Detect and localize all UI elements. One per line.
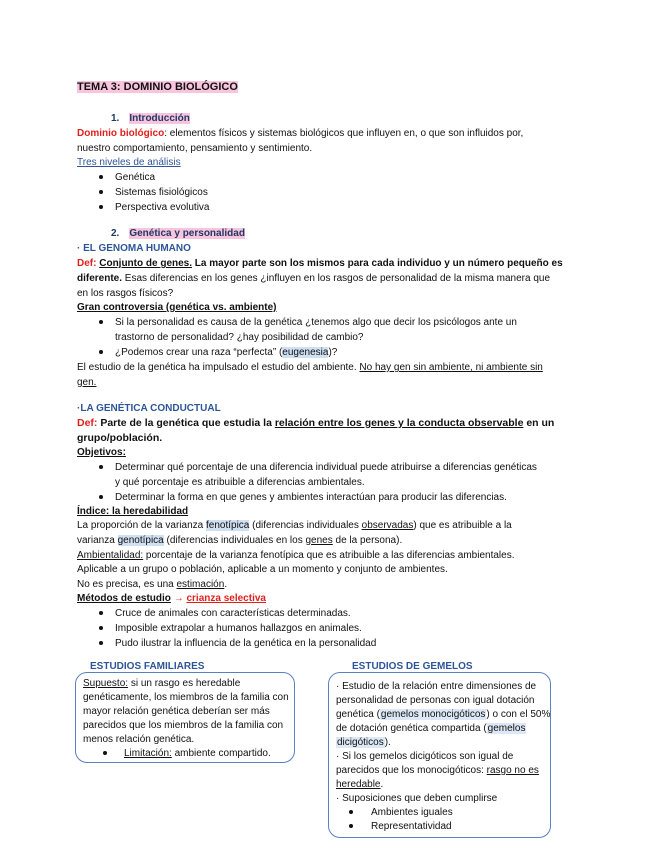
- s1-definition-line-1: Dominio biológico: elementos físicos y sistemas biológicos que influyen en, o que son influidos por,: [77, 128, 524, 139]
- bullet: [99, 190, 103, 194]
- bullet: [99, 205, 103, 209]
- objetivos-title: Objetivos:: [77, 447, 126, 458]
- arrow-right-icon: →: [173, 593, 184, 604]
- familiares-line-3: mayor relación genética deberían ser más: [83, 706, 270, 717]
- familiares-limitation: Limitación: ambiente compartido.: [124, 748, 271, 759]
- level-item: Genética: [115, 172, 156, 183]
- controversy-title: Gran controversia (genética vs. ambiente): [77, 302, 277, 313]
- level-item: Sistemas fisiológicos: [115, 187, 208, 198]
- conductual-title: ·LA GENÉTICA CONDUCTUAL: [77, 403, 221, 414]
- gemelos-line-5: dicigóticos).: [337, 737, 391, 748]
- conductual-def-line-1: Def: Parte de la genética que estudia la relación entre los genes y la conducta observable en un: [77, 417, 555, 429]
- familiares-line-1: Supuesto: si un rasgo es heredable: [83, 678, 241, 689]
- study-line-2: gen.: [77, 377, 97, 388]
- gemelos-line-8: heredable.: [336, 779, 384, 790]
- gemelos-line-6: · Si los gemelos dicigóticos son igual de: [336, 751, 514, 762]
- question-1-line-2: trastorno de personalidad? ¿hay posibilidad de cambio?: [115, 332, 364, 343]
- gemelos-assumption: Ambientes iguales: [371, 807, 453, 818]
- familiares-line-4: parecidos que los miembros de la familia con: [83, 720, 284, 731]
- genome-title: · EL GENOMA HUMANO: [77, 243, 191, 254]
- gemelos-line-9: · Suposiciones que deben cumplirse: [336, 793, 498, 804]
- gemelos-title: ESTUDIOS DE GEMELOS: [352, 661, 473, 672]
- indice-title: Índice: la heredabilidad: [77, 506, 189, 517]
- genome-def-line-2: diferente. Esas diferencias en los genes ¿influyen en los rasgos de personalidad de la misma manera que: [77, 273, 551, 284]
- metodos-title: Métodos de estudio → crianza selectiva: [77, 593, 266, 604]
- gemelos-line-2: personalidad de personas con igual dotación: [336, 695, 535, 706]
- study-line-1: El estudio de la genética ha impulsado el estudio del ambiente. No hay gen sin ambiente, ni ambiente sin: [77, 362, 543, 373]
- genome-def-line-1: Def: Conjunto de genes. La mayor parte son los mismos para cada individuo y un número pequeño es: [77, 258, 563, 269]
- bullet: [103, 751, 107, 755]
- method-item: Cruce de animales con características determinadas.: [115, 608, 351, 619]
- bullet: [99, 175, 103, 179]
- page-title: TEMA 3: DOMINIO BIOLÓGICO: [77, 81, 238, 93]
- objective-1-line-1: Determinar qué porcentaje de una diferencia individual puede atribuirse a diferencias genéticas: [115, 462, 537, 473]
- method-item: Imposible extrapolar a humanos hallazgos en animales.: [115, 623, 362, 634]
- section-2-heading: 2. Genética y personalidad: [111, 228, 245, 239]
- bullet: [99, 495, 103, 499]
- bullet: [99, 465, 103, 469]
- gemelos-line-4: de dotación genética compartida (gemelos: [336, 723, 526, 734]
- section-1-heading: 1. Introducción: [111, 113, 190, 124]
- gemelos-assumption: Representatividad: [371, 821, 452, 832]
- gemelos-line-3: genética (gemelos monocigóticos) o con el 50%: [336, 709, 551, 720]
- bullet: [99, 641, 103, 645]
- question-2: ¿Podemos crear una raza “perfecta” (eugenesia)?: [115, 347, 338, 358]
- bullet: [99, 611, 103, 615]
- familiares-title: ESTUDIOS FAMILIARES: [90, 661, 205, 672]
- proportion-line-1: La proporción de la varianza fenotípica (diferencias individuales observadas) que es atribuible a la: [77, 520, 512, 531]
- bullet: [99, 626, 103, 630]
- aplicable-line: Aplicable a un grupo o población, aplicable a un momento y conjunto de ambientes.: [77, 564, 448, 575]
- objective-1-line-2: y qué porcentaje es atribuible a diferencias ambientales.: [115, 477, 365, 488]
- method-item: Pudo ilustrar la influencia de la genética en la personalidad: [115, 638, 377, 649]
- bullet: [349, 810, 353, 814]
- genome-def-line-3: en los rasgos físicos?: [77, 288, 174, 299]
- ambientalidad-line: Ambientalidad: porcentaje de la varianza fenotípica que es atribuible a las diferencias ambientales.: [77, 550, 515, 561]
- bullet: [99, 350, 103, 354]
- s1-definition-line-2: nuestro comportamiento, pensamiento y sentimiento.: [77, 143, 313, 154]
- bullet: [349, 824, 353, 828]
- question-1-line-1: Si la personalidad es causa de la genética ¿tenemos algo que decir los psicólogos ante un: [115, 317, 517, 328]
- bullet: [99, 320, 103, 324]
- precision-line: No es precisa, es una estimación.: [77, 579, 228, 590]
- gemelos-line-7: parecidos que los monocigóticos: rasgo no es: [336, 765, 539, 776]
- objective-2: Determinar la forma en que genes y ambientes interactúan para producir las diferencias.: [115, 492, 507, 503]
- proportion-line-2: varianza genotípica (diferencias individuales en los genes de la persona).: [77, 535, 403, 546]
- levels-title: Tres niveles de análisis: [77, 157, 181, 168]
- familiares-line-2: genéticamente, los miembros de la familia con: [83, 692, 289, 703]
- level-item: Perspectiva evolutiva: [115, 202, 210, 213]
- familiares-line-5: menos relación genética.: [83, 734, 195, 745]
- conductual-def-line-2: grupo/población.: [77, 432, 163, 444]
- gemelos-line-1: · Estudio de la relación entre dimensiones de: [336, 681, 537, 692]
